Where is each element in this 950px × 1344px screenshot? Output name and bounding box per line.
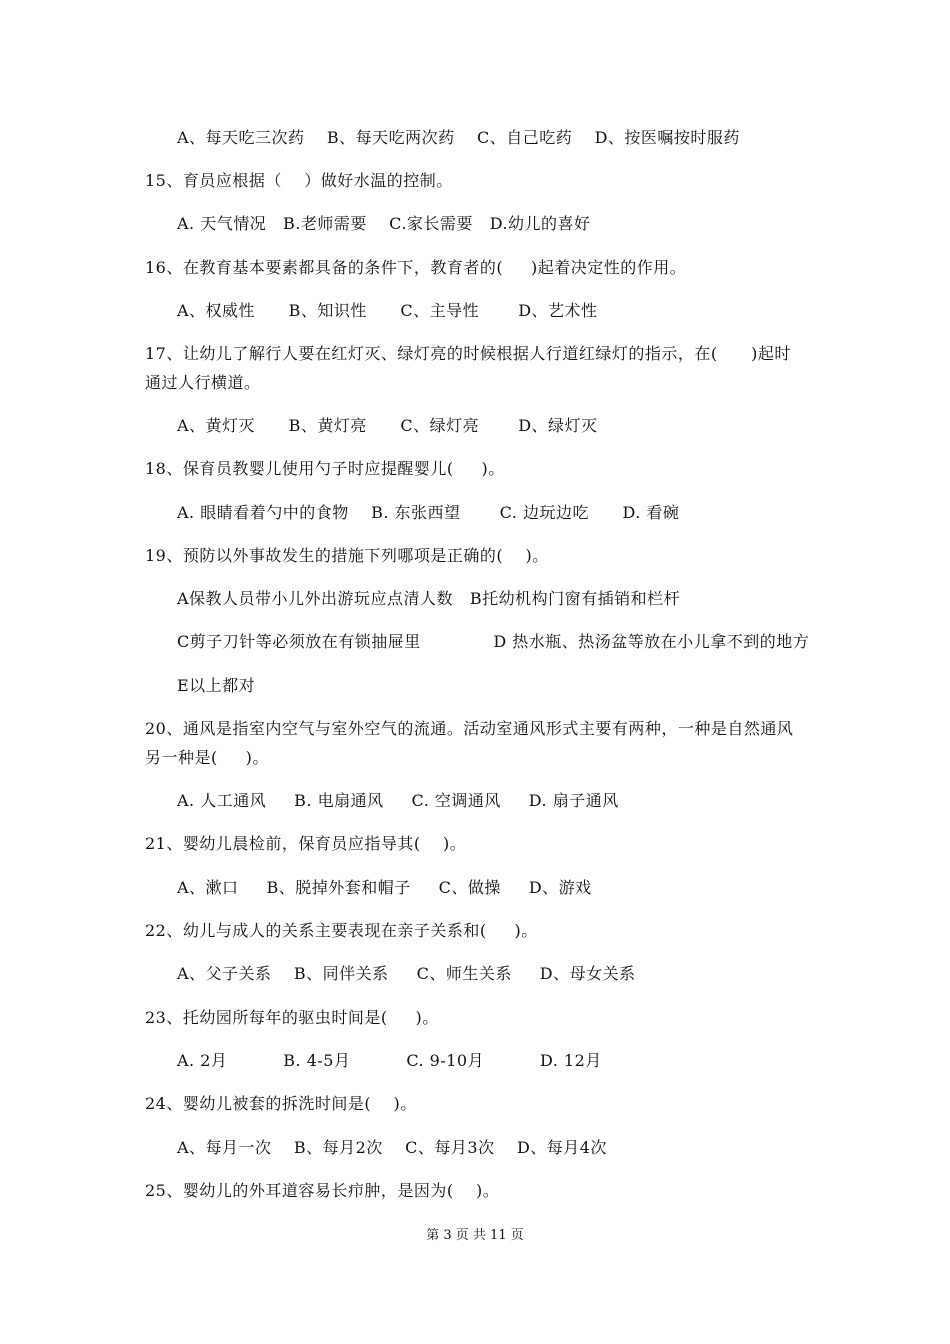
option-line-17: A、黄灯灭 B、黄灯亮 C、绿灯亮 D、绿灯灭 xyxy=(177,416,598,435)
question-15: 15、育员应根据（ ）做好水温的控制。 xyxy=(145,171,453,190)
question-19: 19、预防以外事故发生的措施下列哪项是正确的( )。 xyxy=(145,546,549,565)
question-25: 25、婴幼儿的外耳道容易长疖肿，是因为( )。 xyxy=(145,1181,500,1200)
question-17-continued: 通过人行横道。 xyxy=(145,373,261,392)
option-line-19-ab: A保教人员带小儿外出游玩应点清人数 B托幼机构门窗有插销和栏杆 xyxy=(177,589,681,608)
option-line-15: A. 天气情况 B.老师需要 C.家长需要 D.幼儿的喜好 xyxy=(177,214,591,233)
option-line-20: A. 人工通风 B. 电扇通风 C. 空调通风 D. 扇子通风 xyxy=(177,791,619,810)
question-24: 24、婴幼儿被套的拆洗时间是( )。 xyxy=(145,1094,417,1113)
question-16: 16、在教育基本要素都具备的条件下，教育者的( )起着决定性的作用。 xyxy=(145,258,687,277)
option-line-14: A、每天吃三次药 B、每天吃两次药 C、自己吃药 D、按医嘱按时服药 xyxy=(177,128,740,147)
option-line-22: A、父子关系 B、同伴关系 C、师生关系 D、母女关系 xyxy=(177,964,636,983)
question-22: 22、幼儿与成人的关系主要表现在亲子关系和( )。 xyxy=(145,921,538,940)
page-number-footer: 第 3 页 共 11 页 xyxy=(426,1228,524,1243)
question-23: 23、托幼园所每年的驱虫时间是( )。 xyxy=(145,1008,439,1027)
option-line-19-e: E以上都对 xyxy=(177,676,256,695)
option-line-23: A. 2月 B. 4-5月 C. 9-10月 D. 12月 xyxy=(177,1051,602,1070)
option-line-18: A. 眼睛看着勺中的食物 B. 东张西望 C. 边玩边吃 D. 看碗 xyxy=(177,503,680,522)
question-21: 21、婴幼儿晨检前，保育员应指导其( )。 xyxy=(145,834,467,853)
question-17: 17、让幼儿了解行人要在红灯灭、绿灯亮的时候根据人行道红绿灯的指示，在( )起时 xyxy=(145,344,791,363)
option-line-19-cd: C剪子刀针等必须放在有锁抽屉里 D 热水瓶、热汤盆等放在小儿拿不到的地方 xyxy=(177,632,810,651)
question-20: 20、通风是指室内空气与室外空气的流通。活动室通风形式主要有两种，一种是自然通风 xyxy=(145,719,794,738)
question-20-continued: 另一种是( )。 xyxy=(145,748,269,767)
option-line-24: A、每月一次 B、每月2次 C、每月3次 D、每月4次 xyxy=(177,1138,607,1157)
option-line-21: A、漱口 B、脱掉外套和帽子 C、做操 D、游戏 xyxy=(177,878,592,897)
option-line-16: A、权威性 B、知识性 C、主导性 D、艺术性 xyxy=(177,301,598,320)
question-18: 18、保育员教婴儿使用勺子时应提醒婴儿( )。 xyxy=(145,459,505,478)
